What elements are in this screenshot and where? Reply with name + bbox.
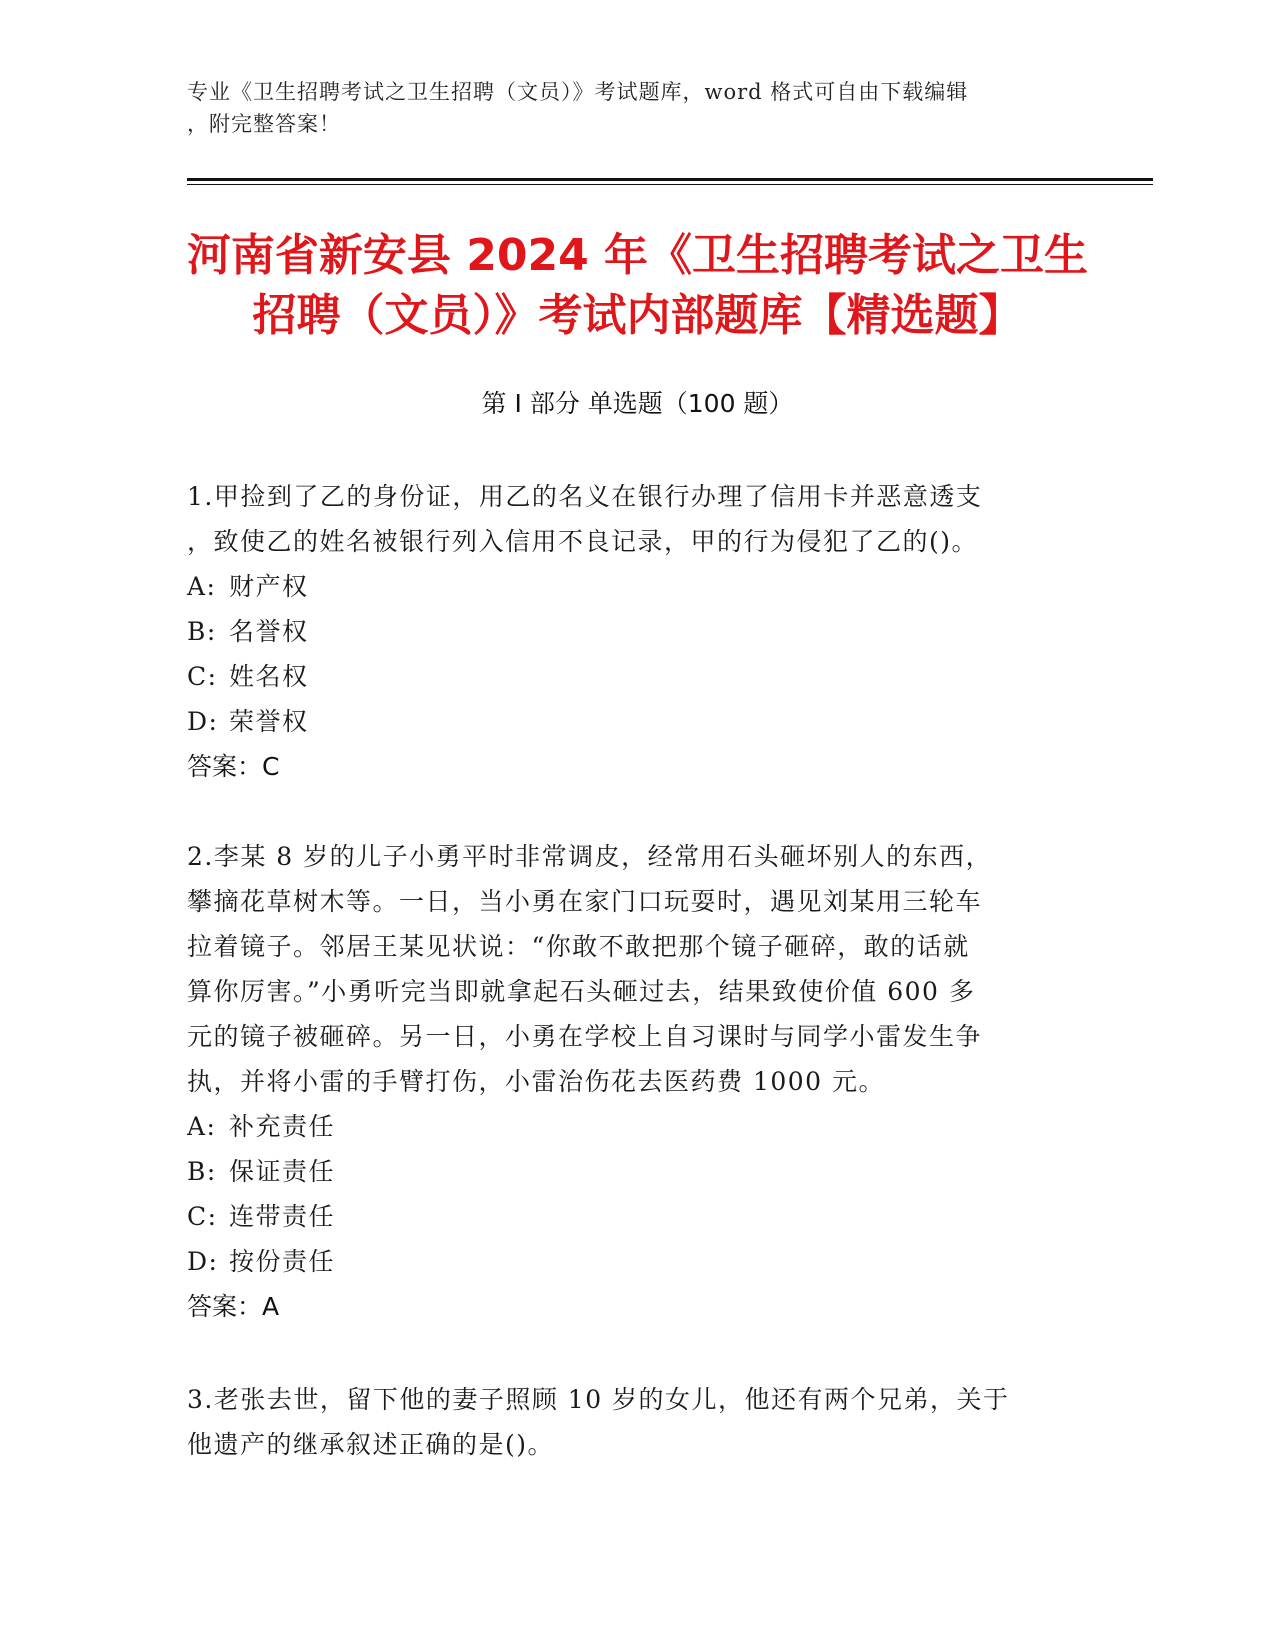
option-letter: B: [187, 617, 217, 646]
option-letter: D: [187, 1247, 219, 1276]
question-1-line1: 1.甲捡到了乙的身份证，用乙的名义在银行办理了信用卡并恶意透支 [187, 482, 983, 511]
option-letter: D: [187, 707, 219, 736]
question-2-line6: 执，并将小雷的手臂打伤，小雷治伤花去医药费 1000 元。 [187, 1067, 886, 1096]
header-note-line1: 专业《卫生招聘考试之卫生招聘（文员）》考试题库，word 格式可自由下载编辑 [187, 80, 969, 104]
document-title-line1: 河南省新安县 2024 年《卫生招聘考试之卫生 [186, 230, 1089, 281]
header-divider-thick [187, 178, 1153, 181]
question-2-line1: 2.李某 8 岁的儿子小勇平时非常调皮，经常用石头砸坏别人的东西， [187, 842, 993, 871]
header-note-line2: ，附完整答案！ [187, 112, 341, 136]
option-letter: B: [187, 1157, 217, 1186]
option-text: 名誉权 [229, 617, 309, 646]
question-2-option-b [187, 1149, 1067, 1194]
question-3-line2: 他遗产的继承叙述正确的是()。 [187, 1430, 555, 1459]
option-text: 保证责任 [229, 1157, 336, 1186]
option-text: 姓名权 [229, 662, 309, 691]
option-text: 补充责任 [229, 1112, 336, 1141]
option-text: 财产权 [229, 572, 309, 601]
question-1-option-c [187, 654, 1067, 699]
header-note [187, 76, 1067, 140]
option-text: 按份责任 [229, 1247, 336, 1276]
question-3 [187, 1377, 1067, 1467]
question-2-line3: 拉着镜子。邻居王某见状说：“你敢不敢把那个镜子砸碎，敢的话就 [187, 932, 970, 961]
question-2-option-c [187, 1194, 1067, 1239]
section-heading: 第 I 部分 单选题（100 题） [481, 389, 794, 418]
document-title [150, 226, 1125, 346]
option-letter: A: [187, 1112, 217, 1141]
option-text: 荣誉权 [229, 707, 309, 736]
option-letter: C: [187, 1202, 218, 1231]
question-1-option-b [187, 609, 1067, 654]
question-2 [187, 834, 1067, 1329]
option-letter: C: [187, 662, 218, 691]
question-2-line4: 算你厉害。”小勇听完当即就拿起石头砸过去，结果致使价值 600 多 [187, 977, 976, 1006]
document-title-line2: 招聘（文员）》考试内部题库【精选题】 [252, 290, 1023, 341]
header-divider-thin [187, 184, 1153, 185]
question-1 [187, 474, 1067, 789]
question-1-line2: ，致使乙的姓名被银行列入信用不良记录，甲的行为侵犯了乙的()。 [187, 527, 979, 556]
option-letter: A: [187, 572, 217, 601]
question-1-answer: 答案：C [187, 752, 280, 781]
question-2-option-a [187, 1104, 1067, 1149]
question-1-option-a [187, 564, 1067, 609]
question-1-option-d [187, 699, 1067, 744]
option-text: 连带责任 [229, 1202, 336, 1231]
question-2-answer: 答案：A [187, 1292, 280, 1321]
question-2-line5: 元的镜子被砸碎。另一日，小勇在学校上自习课时与同学小雷发生争 [187, 1022, 983, 1051]
question-2-option-d [187, 1239, 1067, 1284]
question-3-line1: 3.老张去世，留下他的妻子照顾 10 岁的女儿，他还有两个兄弟，关于 [187, 1385, 1010, 1414]
question-2-line2: 攀摘花草树木等。一日，当小勇在家门口玩耍时，遇见刘某用三轮车 [187, 887, 983, 916]
